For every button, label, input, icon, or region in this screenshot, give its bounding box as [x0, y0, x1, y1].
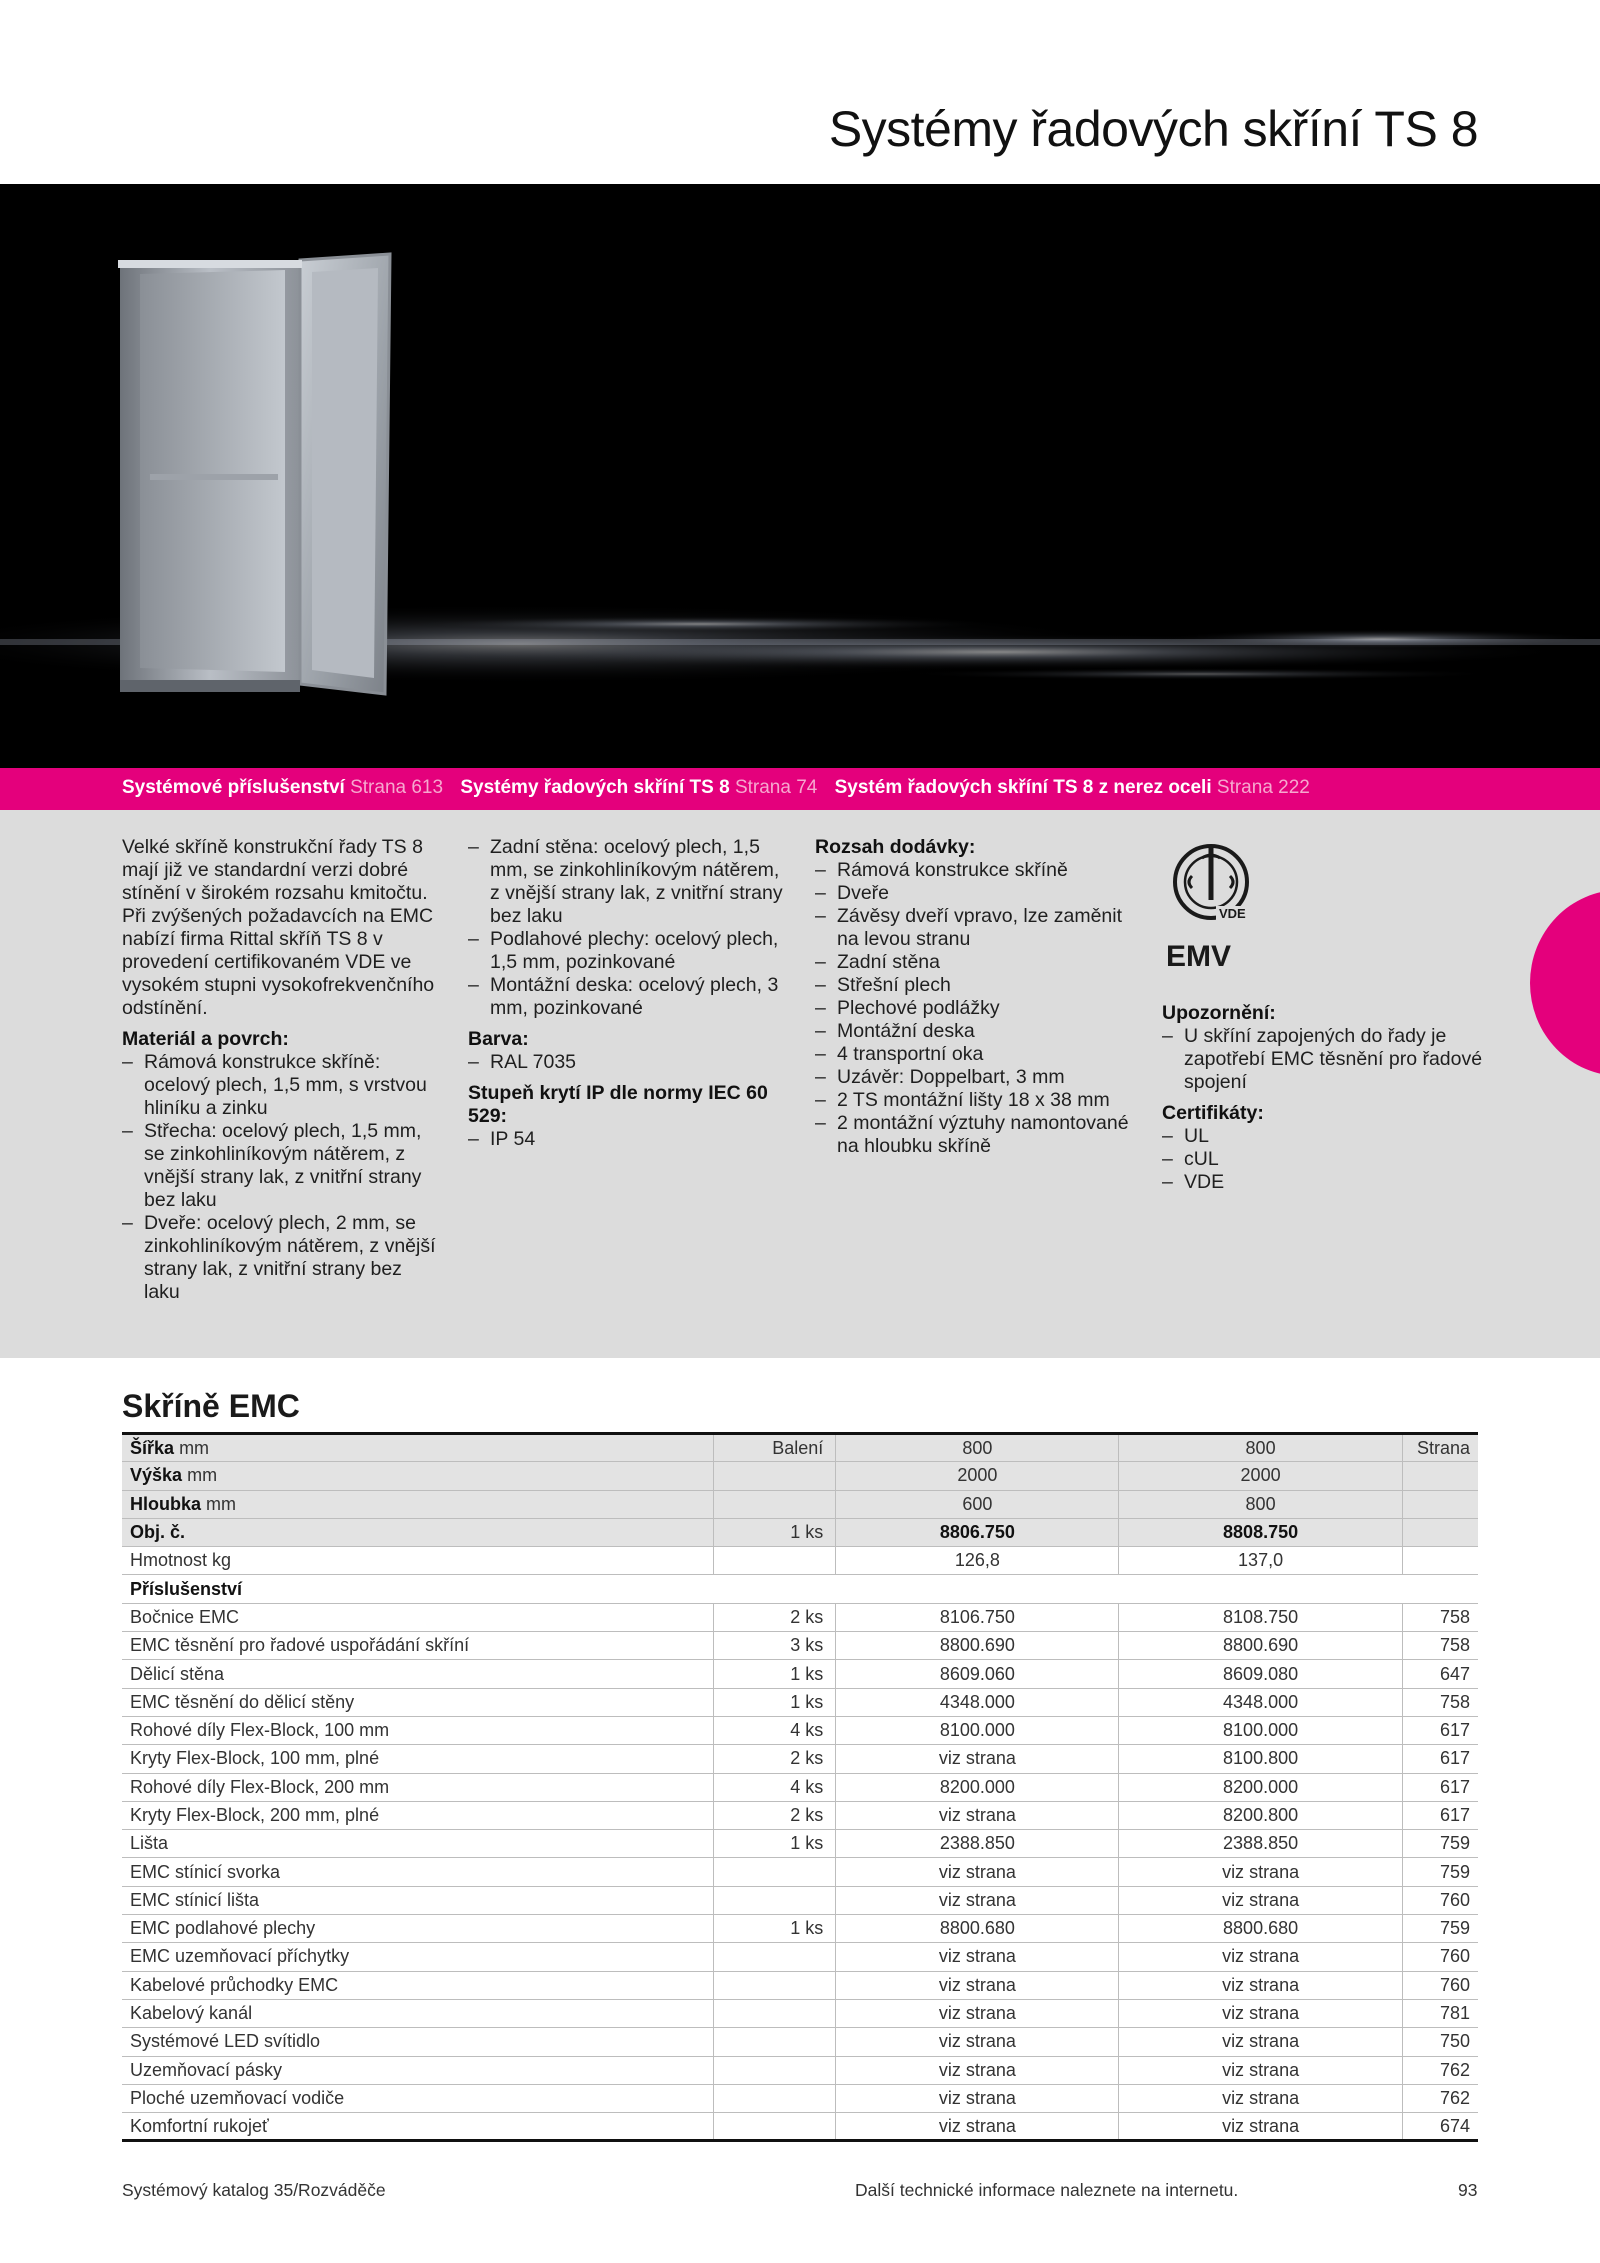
- hero-image-enclosure: [0, 184, 1600, 768]
- table-row: [122, 1999, 1478, 2027]
- protection-list: [468, 1128, 788, 1151]
- cell-pack: [714, 2056, 836, 2084]
- product-table: [122, 1432, 1478, 2142]
- list-item: – U skříní zapojených do řady je zapotřebí EMC těsnění pro řadové spojení: [1162, 1025, 1502, 1094]
- table-row-weight: [122, 1547, 1478, 1575]
- list-item: – 4 transportní oka: [815, 1043, 1145, 1066]
- table-row: [122, 1830, 1478, 1858]
- table-row: [122, 1632, 1478, 1660]
- cell-pack: [714, 1490, 836, 1518]
- cell-value-1: 8200.000: [836, 1773, 1119, 1801]
- cell-value-2: 4348.000: [1119, 1688, 1402, 1716]
- accessory-name: Ploché uzemňovací vodiče: [122, 2084, 714, 2112]
- cell-page: 617: [1402, 1801, 1478, 1829]
- cell-pack: 1 ks: [714, 1518, 836, 1546]
- accessory-name: Dělicí stěna: [122, 1660, 714, 1688]
- delivery-column: [815, 836, 1145, 1158]
- list-item: – 2 TS montážní lišty 18 x 38 mm: [815, 1089, 1145, 1112]
- cell-value-1: viz strana: [836, 1971, 1119, 1999]
- cell-page: 758: [1402, 1632, 1478, 1660]
- table-row: [122, 1886, 1478, 1914]
- list-item: – Uzávěr: Doppelbart, 3 mm: [815, 1066, 1145, 1089]
- material-column: [468, 836, 788, 1151]
- cell-value-1: 2000: [836, 1462, 1119, 1490]
- cell-value-1: 800: [836, 1434, 1119, 1462]
- cell-pack: 2 ks: [714, 1801, 836, 1829]
- cell-pack: 2 ks: [714, 1603, 836, 1631]
- cell-page: 762: [1402, 2084, 1478, 2112]
- cell-value-2: viz strana: [1119, 2056, 1402, 2084]
- list-item: – Dveře: [815, 882, 1145, 905]
- cell-pack: 1 ks: [714, 1915, 836, 1943]
- crossref-label: Systémové příslušenství: [122, 777, 345, 798]
- list-item: – Střecha: ocelový plech, 1,5 mm, se zinkohliníkovým nátěrem, z vnější strany lak, z vnitřní strany bez laku: [122, 1120, 442, 1212]
- table-row: [122, 1688, 1478, 1716]
- accessory-name: Systémové LED svítidlo: [122, 2028, 714, 2056]
- cell-page: 759: [1402, 1858, 1478, 1886]
- table-row-order-number: [122, 1518, 1478, 1546]
- table-row: [122, 1943, 1478, 1971]
- cell-value-1: viz strana: [836, 1745, 1119, 1773]
- cell-value-1: viz strana: [836, 2113, 1119, 2141]
- cell-pack: [714, 1886, 836, 1914]
- section-title: Skříně EMC: [122, 1388, 300, 1424]
- cell-pack: [714, 1943, 836, 1971]
- list-item: – IP 54: [468, 1128, 788, 1151]
- row-unit: mm: [187, 1465, 218, 1486]
- cell-value-2: 800: [1119, 1490, 1402, 1518]
- list-item: – Rámová konstrukce skříně: [815, 859, 1145, 882]
- row-label: Výška: [130, 1465, 183, 1486]
- row-label: Hloubka: [130, 1493, 202, 1514]
- color-list: [468, 1051, 788, 1074]
- footer-catalog: Systémový katalog 35/Rozváděče: [122, 2180, 386, 2200]
- cell-page: 758: [1402, 1603, 1478, 1631]
- cell-pack: [714, 1858, 836, 1886]
- cell-value-2: 8200.000: [1119, 1773, 1402, 1801]
- list-item: – Zadní stěna: ocelový plech, 1,5 mm, se zinkohliníkovým nátěrem, z vnější strany lak, z vnitřní strany bez laku: [468, 836, 788, 928]
- cell-value-2: 8808.750: [1119, 1518, 1402, 1546]
- cell-value-2: viz strana: [1119, 2113, 1402, 2141]
- cell-value-2: 8100.000: [1119, 1716, 1402, 1744]
- cell-pack: 1 ks: [714, 1660, 836, 1688]
- cell-page: 758: [1402, 1688, 1478, 1716]
- cell-page: [1402, 1462, 1478, 1490]
- list-item: – 2 montážní výztuhy namontované na hloubku skříně: [815, 1112, 1145, 1158]
- accessory-name: Uzemňovací pásky: [122, 2056, 714, 2084]
- table-row: [122, 1745, 1478, 1773]
- cell-pack: [714, 2028, 836, 2056]
- delivery-list: [815, 859, 1145, 1158]
- accessory-name: Kabelové průchodky EMC: [122, 1971, 714, 1999]
- accessory-name: EMC stínicí svorka: [122, 1858, 714, 1886]
- table-row-height: [122, 1462, 1478, 1490]
- list-item: – UL: [1162, 1125, 1502, 1148]
- page-title: Systémy řadových skříní TS 8: [828, 101, 1478, 157]
- accessory-name: Lišta: [122, 1830, 714, 1858]
- cell-pack: [714, 2084, 836, 2112]
- cell-page: 760: [1402, 1943, 1478, 1971]
- cell-value-2: 8800.680: [1119, 1915, 1402, 1943]
- protection-heading: Stupeň krytí IP dle normy IEC 60 529:: [468, 1082, 768, 1127]
- crossref-label: Systém řadových skříní TS 8 z nerez oceli: [834, 777, 1212, 798]
- cell-page: 759: [1402, 1915, 1478, 1943]
- intro-column: [122, 836, 442, 1304]
- cell-value-1: 8800.680: [836, 1915, 1119, 1943]
- cell-value-1: 8800.690: [836, 1632, 1119, 1660]
- table-row: [122, 2084, 1478, 2112]
- table-row-depth: [122, 1490, 1478, 1518]
- accessory-name: Komfortní rukojeť: [122, 2113, 714, 2141]
- vde-emv-logo-icon: [1162, 836, 1260, 976]
- crossref-page: Strana 74: [734, 777, 818, 798]
- table-row: [122, 1915, 1478, 1943]
- cell-value-1: 8609.060: [836, 1660, 1119, 1688]
- cell-value-1: viz strana: [836, 1886, 1119, 1914]
- cell-pack: 2 ks: [714, 1745, 836, 1773]
- footer-info: Další technické informace naleznete na internetu.: [855, 2180, 1239, 2200]
- cell-value-1: 2388.850: [836, 1830, 1119, 1858]
- cross-reference-bar: [0, 768, 1600, 810]
- row-label: Obj. č.: [130, 1522, 186, 1543]
- cell-page: 617: [1402, 1716, 1478, 1744]
- cell-page: 647: [1402, 1660, 1478, 1688]
- cell-value-2: viz strana: [1119, 1886, 1402, 1914]
- accessories-heading: Příslušenství: [122, 1575, 1478, 1603]
- cell-page: 750: [1402, 2028, 1478, 2056]
- cell-value-1: 8806.750: [836, 1518, 1119, 1546]
- material-list-continued: [468, 836, 788, 1020]
- cell-page: 781: [1402, 1999, 1478, 2027]
- crossref-page: Strana 222: [1216, 777, 1310, 798]
- cell-pack: 1 ks: [714, 1688, 836, 1716]
- material-list: [122, 1051, 442, 1304]
- row-unit: mm: [206, 1493, 237, 1514]
- cell-value-1: 600: [836, 1490, 1119, 1518]
- logo-emv-text: EMV: [1166, 940, 1232, 973]
- cell-pack: [714, 1971, 836, 1999]
- list-item: – Dveře: ocelový plech, 2 mm, se zinkohliníkovým nátěrem, z vnější strany lak, z vnitřní strany bez laku: [122, 1212, 442, 1304]
- cell-page: [1402, 1490, 1478, 1518]
- list-item: – Podlahové plechy: ocelový plech, 1,5 mm, pozinkované: [468, 928, 788, 974]
- accessory-name: Kryty Flex-Block, 200 mm, plné: [122, 1801, 714, 1829]
- cell-value-2: 8100.800: [1119, 1745, 1402, 1773]
- cell-pack: 4 ks: [714, 1716, 836, 1744]
- cell-value-1: 8100.000: [836, 1716, 1119, 1744]
- list-item: – Závěsy dveří vpravo, lze zaměnit na levou stranu: [815, 905, 1145, 951]
- enclosure-illustration: [0, 184, 1600, 768]
- cell-value-1: 4348.000: [836, 1688, 1119, 1716]
- cell-value-2: viz strana: [1119, 2028, 1402, 2056]
- accessory-name: Kryty Flex-Block, 100 mm, plné: [122, 1745, 714, 1773]
- cell-pack: [714, 1462, 836, 1490]
- material-heading: Materiál a povrch:: [122, 1028, 289, 1050]
- cell-pack: 4 ks: [714, 1773, 836, 1801]
- cell-value-1: viz strana: [836, 2084, 1119, 2112]
- cell-pack: Balení: [714, 1434, 836, 1462]
- accessory-name: Kabelový kanál: [122, 1999, 714, 2027]
- logo-vde-text: VDE: [1219, 906, 1246, 921]
- cell-value-1: 126,8: [836, 1547, 1119, 1575]
- row-label: Hmotnost kg: [122, 1547, 714, 1575]
- cell-page: 762: [1402, 2056, 1478, 2084]
- table-row: [122, 2056, 1478, 2084]
- list-item: – Rámová konstrukce skříně: ocelový plech, 1,5 mm, s vrstvou hliníku a zinku: [122, 1051, 442, 1120]
- cell-page: [1402, 1518, 1478, 1546]
- cell-value-2: 2000: [1119, 1462, 1402, 1490]
- cell-value-2: viz strana: [1119, 1943, 1402, 1971]
- cell-value-2: 8609.080: [1119, 1660, 1402, 1688]
- cell-value-1: viz strana: [836, 1858, 1119, 1886]
- cell-pack: [714, 2113, 836, 2141]
- cell-value-1: viz strana: [836, 2056, 1119, 2084]
- accessory-name: EMC podlahové plechy: [122, 1915, 714, 1943]
- cell-value-2: viz strana: [1119, 1999, 1402, 2027]
- cell-value-2: 2388.850: [1119, 1830, 1402, 1858]
- accessory-name: Rohové díly Flex-Block, 100 mm: [122, 1716, 714, 1744]
- color-heading: Barva:: [468, 1028, 529, 1050]
- table-row: [122, 1971, 1478, 1999]
- cell-value-2: 8108.750: [1119, 1603, 1402, 1631]
- accessory-name: EMC těsnění pro řadové uspořádání skříní: [122, 1632, 714, 1660]
- cell-value-2: viz strana: [1119, 1858, 1402, 1886]
- list-item: – Montážní deska: ocelový plech, 3 mm, pozinkované: [468, 974, 788, 1020]
- crossref-page: Strana 613: [350, 777, 444, 798]
- cell-value-1: viz strana: [836, 1801, 1119, 1829]
- row-unit: mm: [179, 1437, 210, 1458]
- crossref-label: Systémy řadových skříní TS 8: [460, 777, 730, 798]
- table-row-accessories-heading: [122, 1575, 1478, 1603]
- table-row: [122, 1801, 1478, 1829]
- list-item: – Střešní plech: [815, 974, 1145, 997]
- cell-value-2: 137,0: [1119, 1547, 1402, 1575]
- certificates-heading: Certifikáty:: [1162, 1102, 1264, 1124]
- table-row: [122, 1858, 1478, 1886]
- cell-page: 760: [1402, 1971, 1478, 1999]
- cell-page: 617: [1402, 1773, 1478, 1801]
- notice-column: [1162, 1002, 1502, 1194]
- cell-value-1: viz strana: [836, 1943, 1119, 1971]
- intro-text: Velké skříně konstrukční řady TS 8 mají již ve standardní verzi dobré stínění v širokém rozsahu kmitočtu. Při zvýšených požadavcích na EMC nabízí firma Rittal skříň TS 8 v provedení certifikovaném VDE ve vysokém stupni vysokofrekvenčního odstínění.: [122, 836, 435, 1019]
- list-item: – Plechové podlážky: [815, 997, 1145, 1020]
- cell-pack: [714, 1999, 836, 2027]
- list-item: – Zadní stěna: [815, 951, 1145, 974]
- accessory-name: EMC uzemňovací příchytky: [122, 1943, 714, 1971]
- accessory-name: Bočnice EMC: [122, 1603, 714, 1631]
- certificates-list: [1162, 1125, 1502, 1194]
- delivery-heading: Rozsah dodávky:: [815, 836, 976, 858]
- notice-heading: Upozornění:: [1162, 1002, 1276, 1024]
- table-row: [122, 1660, 1478, 1688]
- cell-page: 674: [1402, 2113, 1478, 2141]
- accessory-name: Rohové díly Flex-Block, 200 mm: [122, 1773, 714, 1801]
- cell-value-2: viz strana: [1119, 1971, 1402, 1999]
- list-item: – RAL 7035: [468, 1051, 788, 1074]
- accessory-name: EMC těsnění do dělicí stěny: [122, 1688, 714, 1716]
- cell-pack: 1 ks: [714, 1830, 836, 1858]
- cell-page: 760: [1402, 1886, 1478, 1914]
- notice-list: [1162, 1025, 1502, 1094]
- table-row: [122, 2113, 1478, 2141]
- cell-page: 759: [1402, 1830, 1478, 1858]
- cell-value-1: viz strana: [836, 2028, 1119, 2056]
- footer-page-number: 93: [1458, 2180, 1478, 2200]
- table-row: [122, 1603, 1478, 1631]
- list-item: – cUL: [1162, 1148, 1502, 1171]
- accessory-name: EMC stínicí lišta: [122, 1886, 714, 1914]
- table-row: [122, 2028, 1478, 2056]
- list-item: – Montážní deska: [815, 1020, 1145, 1043]
- cell-value-1: viz strana: [836, 1999, 1119, 2027]
- row-label: Šířka: [130, 1437, 175, 1458]
- table-row-width: [122, 1434, 1478, 1462]
- cell-page: 617: [1402, 1745, 1478, 1773]
- cell-value-1: 8106.750: [836, 1603, 1119, 1631]
- cell-value-2: 800: [1119, 1434, 1402, 1462]
- cell-value-2: 8800.690: [1119, 1632, 1402, 1660]
- cell-pack: 3 ks: [714, 1632, 836, 1660]
- table-row: [122, 1716, 1478, 1744]
- list-item: – VDE: [1162, 1171, 1502, 1194]
- table-row: [122, 1773, 1478, 1801]
- cell-value-2: viz strana: [1119, 2084, 1402, 2112]
- cell-value-2: 8200.800: [1119, 1801, 1402, 1829]
- cell-page: Strana: [1402, 1434, 1478, 1462]
